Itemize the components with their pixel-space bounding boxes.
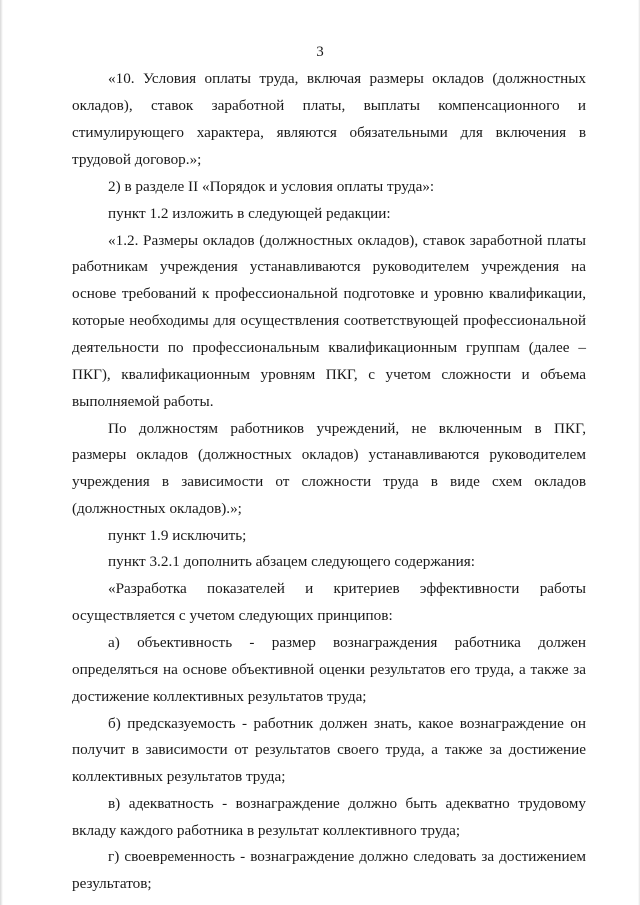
paragraph-line: трудовой договор.»; xyxy=(72,151,202,168)
paragraph-line: «Разработка показателей и критериев эффективности работы xyxy=(108,580,586,597)
paragraph-line: б) предсказуемость - работник должен знать, какое вознаграждение он xyxy=(108,715,586,732)
paragraph-line: достижение коллективных результатов труда; xyxy=(72,688,367,705)
paragraph-line: деятельности по профессиональным квалификационным группам (далее – xyxy=(72,339,586,356)
paragraph-line: основе требований к профессиональной подготовке и уровню квалификации, xyxy=(72,285,586,302)
paragraph-line: учреждения в зависимости от сложности труда в виде схем окладов xyxy=(72,473,586,490)
paragraph-line: вкладу каждого работника в результат коллективного труда; xyxy=(72,822,461,839)
paragraph-line: пункт 1.9 исключить; xyxy=(108,527,247,544)
paragraph-line: получит в зависимости от результатов своего труда, а также за достижение xyxy=(72,741,586,758)
page-number: 3 xyxy=(316,44,324,60)
paragraph-line: По должностям работников учреждений, не включенным в ПКГ, xyxy=(108,420,586,437)
paragraph-line: которые необходимы для осуществления соответствующей профессиональной xyxy=(72,312,586,329)
paragraph-line: выполняемой работы. xyxy=(72,393,214,410)
paragraph-line: пункт 3.2.1 дополнить абзацем следующего содержания: xyxy=(108,553,476,570)
paragraph-line: «10. Условия оплаты труда, включая размеры окладов (должностных xyxy=(108,70,586,87)
paragraph-line: г) своевременность - вознаграждение должно следовать за достижением xyxy=(108,848,586,865)
paragraph-line: коллективных результатов труда; xyxy=(72,768,286,785)
scan-edge-left xyxy=(0,0,3,905)
paragraph-line: результатов; xyxy=(72,875,152,892)
paragraph-line: ПКГ), квалификационным уровням ПКГ, с учетом сложности и объема xyxy=(72,366,586,383)
paragraph-line: стимулирующего характера, являются обязательными для включения в xyxy=(72,124,586,141)
paragraph-line: определяться на основе объективной оценки результатов его труда, а также за xyxy=(72,661,586,678)
paragraph-line: «1.2. Размеры окладов (должностных окладов), ставок заработной платы xyxy=(108,232,586,249)
paragraph-line: в) адекватность - вознаграждение должно быть адекватно трудовому xyxy=(108,795,586,812)
paragraph-line: окладов), ставок заработной платы, выплаты компенсационного и xyxy=(72,97,586,114)
paragraph-line: работникам учреждения устанавливаются руководителем учреждения на xyxy=(72,258,586,275)
paragraph-line: 2) в разделе II «Порядок и условия оплаты труда»: xyxy=(108,178,435,195)
paragraph-line: а) объективность - размер вознаграждения работника должен xyxy=(108,634,586,651)
paragraph-line: размеры окладов (должностных окладов) устанавливаются руководителем xyxy=(72,446,586,463)
paragraph-line: осуществляется с учетом следующих принципов: xyxy=(72,607,393,624)
paragraph-line: (должностных окладов).»; xyxy=(72,500,242,517)
paragraph-line: пункт 1.2 изложить в следующей редакции: xyxy=(108,205,391,222)
